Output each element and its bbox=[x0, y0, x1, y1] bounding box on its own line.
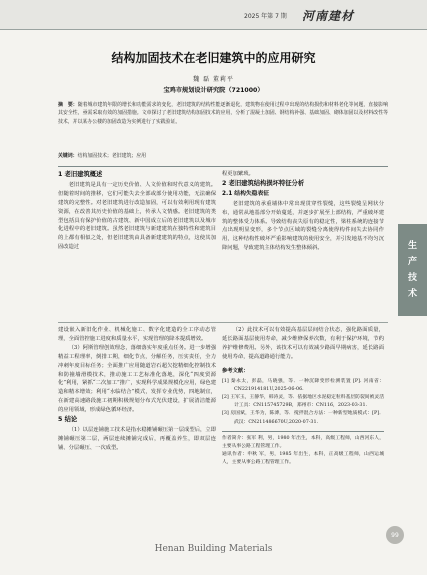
right-column-top bbox=[222, 170, 384, 253]
section-tab-char: 生 bbox=[407, 241, 417, 251]
subsection-heading-instability: 2.1 结构失稳表征 bbox=[222, 190, 270, 197]
section-tab bbox=[398, 224, 427, 316]
section-tab-char: 产 bbox=[407, 257, 417, 267]
section-heading-conclusion: 5 结论 bbox=[58, 416, 78, 424]
left-column-bottom bbox=[58, 326, 216, 453]
header-divider bbox=[0, 29, 427, 30]
abstract-text: 随着城市建筑年限的增长和功能需求的变化，老旧建筑的结构性能逐渐退化，建筑物在使用过程中出现的结构损伤和材料老化等问题，直接影响其安全性，亟需采取有效的加固措施。文章探讨了老旧建筑结构加固技术的应用，分析了混凝土加固、钢结构补强、基础加固、砌体加固以及材料改性等技术，并以某办公楼的加固改造为实例进行了实践验证。 bbox=[58, 102, 388, 125]
header-bar bbox=[0, 0, 427, 30]
left-column-top bbox=[58, 170, 216, 252]
page-number: 99 bbox=[386, 526, 404, 544]
paragraph: 程更加繁琐。 bbox=[222, 171, 254, 177]
paragraph: 建设嵌入新旧化作业、机械化施工、数字化建造的全工序动态管理，全面管控施工进度和质量水平，实现管理的降本提质增效。 bbox=[58, 327, 216, 342]
paragraph: （3）阿斯管理创效理念，落细落实年度重点任务。进一步增强精益工程理率，倒排工期，细化节点，分解任务，压实责任，全力冲刺年度目标任务；全面推广应用随道岩石超欠挖精细化控制技术和防撞墙滑模技术，推动施工工艺标准化落地，深化“四度贸源化”利用，紧抓“二次加工”推广，实现科学成果规模化应用，绿色建造和精本增效；利用“水临结合”模式，发挥专业优势，四地制宜，在新建高速路段施工初期积极规划分布式光伏建设，扩展清洁能源的应用领域，形成绿色循环经济。 bbox=[58, 344, 216, 414]
right-column-bottom bbox=[222, 326, 384, 468]
paragraph: 老旧建筑是具有一定历史价值、人文价值和时代意义的建筑。但随着时间的推移，它们可能失去全部或部分使用功能，无法确保建筑的完整性。对老旧建筑进行改造加固，可以有效利用现有建筑资源，在改善其历史价值的基础上，传承人文情感。老旧建筑的类型包括具有保护价值的古建筑、新中国成立后的老旧建筑以及城市化进程中的老旧建筑。虽然老旧建筑与新建建筑在独特性和建筑目的上都有相似之处，但老旧建筑由具备新建建筑的特点，这使其加固改造过 bbox=[58, 181, 216, 251]
references-heading: 参考文献： bbox=[222, 367, 249, 374]
reference-item: [1] 秦永太，彭磊，马晓强，等．一种沉降变形检测装置 [P]. 河南省：CN221914181U,2025-06-06. bbox=[222, 378, 384, 392]
abstract-label: 摘 要： bbox=[58, 102, 78, 108]
section-tab-char: 术 bbox=[407, 289, 417, 299]
reference-item: [2] 王军玉，王静华，韩涛灵，等．依据地区水泥稳定粒料基层防裂间被灵活计工具：CN115745729B，郑州市：CN116，2023-03-31. bbox=[222, 394, 384, 409]
corresponding-author: 通讯作者：申秋 军，男，1985 年出生，本科，正高级工程师，山西运城人，主要从事公路工程管理工作。 bbox=[222, 452, 384, 466]
bio-divider bbox=[222, 431, 384, 432]
section-tab-char: 技 bbox=[407, 273, 417, 283]
journal-logo: 河南建材 bbox=[302, 9, 355, 23]
article-affiliation: 宝鸡市规划设计研究院（721000） bbox=[163, 87, 264, 94]
keywords bbox=[58, 152, 388, 159]
reference-item: [3] 房国斌，王华为，陈溥，等．搅拌混合方法：一种新型地质模式：[P]．武汉：CN211486670U,2020-07-31. bbox=[222, 411, 384, 425]
section-heading-damage: 2 老旧建筑结构损坏特征分析 bbox=[222, 179, 305, 187]
author-bio: 作者简介：张军 利，男，1980 年出生，本科，高级工程师，山西河东人，主要从事公路工程管理工作。 bbox=[222, 435, 384, 449]
paragraph: （1）以层连铺施工技术是指水稳摊铺碾压第一层成型后，立即摊铺碾压第二层，两层连续摊铺完成后，再覆盖养生，即双层连铺、分层碾压、一次成型。 bbox=[58, 426, 216, 451]
page-divider bbox=[58, 322, 388, 323]
abstract bbox=[58, 101, 388, 126]
section-heading-intro: 1 老旧建筑概述 bbox=[58, 171, 103, 178]
keywords-label: 关键词： bbox=[58, 153, 78, 159]
footer-journal-name: Henan Building Materials bbox=[154, 544, 273, 554]
paragraph: 老旧建筑的承重墙体中常出现贯穿性裂缝，这些裂缝呈网状分布，通常从地基部分开始蔓延，并逐步扩展至上部结构，严重破坏建筑的整体受力体系。导致结构丧失原有的稳定性，梁柱系统的连接节点出现明显变形，多个节点区域的裂缝分离使得构件间失去协同作用，这种结构性破坏严重影响建筑的使用安全，并引发地基不均匀沉降问题，导致建筑主体结构发生整体倾斜。 bbox=[222, 200, 384, 252]
issue-label: 2025 年第 7 期 bbox=[244, 13, 287, 20]
abstract-divider bbox=[58, 166, 388, 167]
article-authors: 魏 磊 董莉平 bbox=[193, 76, 234, 83]
keywords-text: 结构加固技术；老旧建筑；应用 bbox=[77, 153, 147, 159]
paragraph: （2）此技术可以有效提高基层层间结合状态，强化路面质量，延长路面基层使用寿命，减少维修保养次数，有利于保护环境，节约养护维修费用。另外，该技术可以有效减少路面早期病害，延长路面使用寿命，提高道路通行能力。 bbox=[222, 327, 384, 360]
article-title: 结构加固技术在老旧建筑中的应用研究 bbox=[111, 51, 316, 65]
